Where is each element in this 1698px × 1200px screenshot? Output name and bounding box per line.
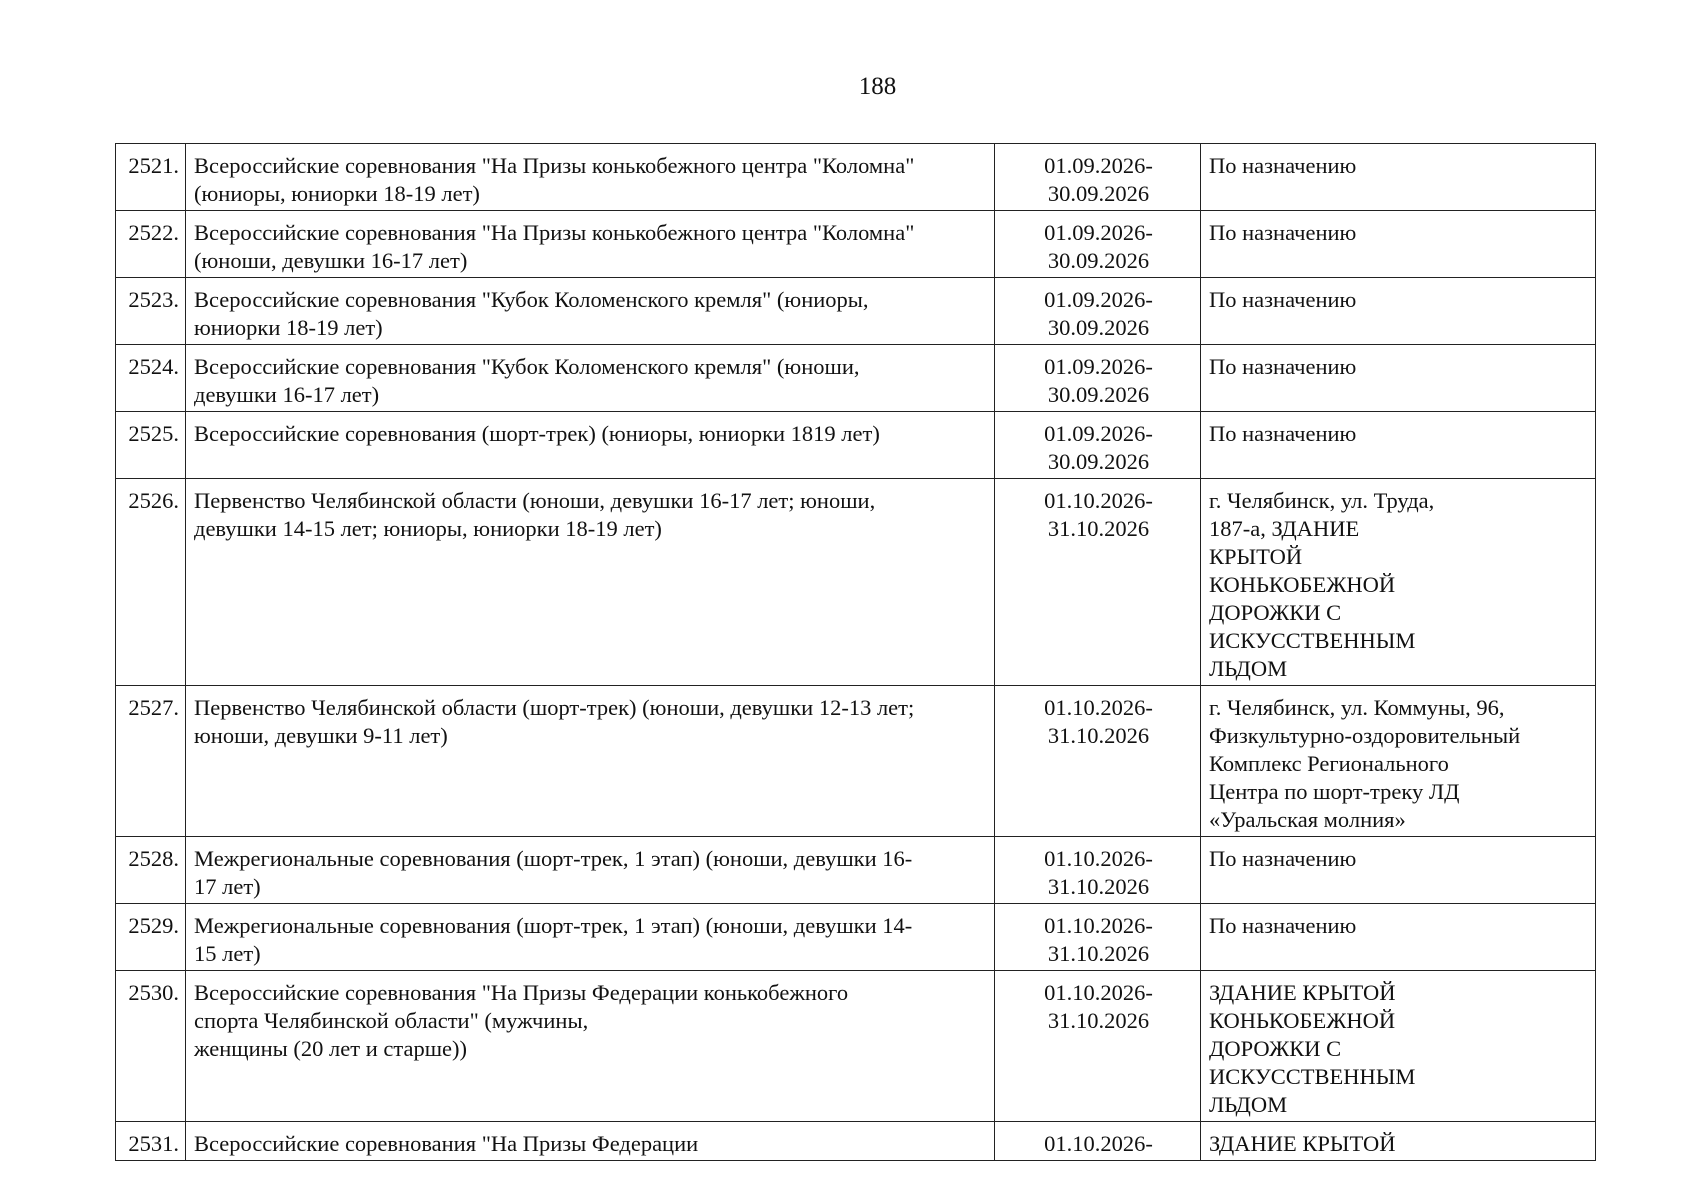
event-name: Всероссийские соревнования "На Призы конькобежного центра "Коломна" (юноши, девушки 16-17 лет) bbox=[186, 211, 995, 278]
row-number: 2530. bbox=[116, 971, 186, 1122]
date-end: 30.09.2026 bbox=[1047, 181, 1150, 206]
row-number: 2531. bbox=[116, 1122, 186, 1161]
date-start: 01.10.2026- bbox=[1044, 913, 1153, 938]
events-table-body bbox=[116, 144, 1596, 1161]
event-name: Всероссийские соревнования "На Призы Федерации bbox=[186, 1122, 995, 1161]
table-row bbox=[116, 904, 1596, 971]
event-name: Межрегиональные соревнования (шорт-трек, 1 этап) (юноши, девушки 16- 17 лет) bbox=[186, 837, 995, 904]
event-dates bbox=[995, 345, 1201, 412]
row-number: 2522. bbox=[116, 211, 186, 278]
date-end: 31.10.2026 bbox=[1047, 516, 1150, 541]
date-end: 31.10.2026 bbox=[1047, 723, 1150, 748]
date-start: 01.09.2026- bbox=[1044, 153, 1153, 178]
event-location: ЗДАНИЕ КРЫТОЙ bbox=[1201, 1122, 1596, 1161]
event-name: Всероссийские соревнования "На Призы конькобежного центра "Коломна" (юниоры, юниорки 18-19 лет) bbox=[186, 144, 995, 211]
page-number: 188 bbox=[858, 73, 897, 100]
date-end: 30.09.2026 bbox=[1047, 382, 1150, 407]
event-location: г. Челябинск, ул. Коммуны, 96, Физкультурно-оздоровительный Комплекс Регионального Центра по шорт-треку ЛД «Уральская молния» bbox=[1201, 686, 1596, 837]
table-row bbox=[116, 211, 1596, 278]
date-start: 01.10.2026- bbox=[1044, 980, 1153, 1005]
row-number: 2524. bbox=[116, 345, 186, 412]
event-location: По назначению bbox=[1201, 412, 1596, 479]
date-end: 31.10.2026 bbox=[1047, 874, 1150, 899]
table-row bbox=[116, 479, 1596, 686]
table-row bbox=[116, 686, 1596, 837]
event-location: г. Челябинск, ул. Труда, 187-а, ЗДАНИЕ КРЫТОЙ КОНЬКОБЕЖНОЙ ДОРОЖКИ С ИСКУССТВЕННЫМ ЛЬДОМ bbox=[1201, 479, 1596, 686]
date-start: 01.09.2026- bbox=[1044, 421, 1153, 446]
row-number: 2527. bbox=[116, 686, 186, 837]
event-location: По назначению bbox=[1201, 144, 1596, 211]
date-start: 01.10.2026- bbox=[1044, 1131, 1153, 1156]
event-dates bbox=[995, 211, 1201, 278]
date-end: 31.10.2026 bbox=[1047, 941, 1150, 966]
event-name: Всероссийские соревнования "Кубок Коломенского кремля" (юниоры, юниорки 18-19 лет) bbox=[186, 278, 995, 345]
table-row bbox=[116, 971, 1596, 1122]
event-dates bbox=[995, 412, 1201, 479]
event-name: Межрегиональные соревнования (шорт-трек, 1 этап) (юноши, девушки 14- 15 лет) bbox=[186, 904, 995, 971]
event-location: По назначению bbox=[1201, 278, 1596, 345]
table-row bbox=[116, 144, 1596, 211]
event-location: ЗДАНИЕ КРЫТОЙ КОНЬКОБЕЖНОЙ ДОРОЖКИ С ИСКУССТВЕННЫМ ЛЬДОМ bbox=[1201, 971, 1596, 1122]
date-start: 01.10.2026- bbox=[1044, 695, 1153, 720]
date-start: 01.10.2026- bbox=[1044, 846, 1153, 871]
event-dates bbox=[995, 479, 1201, 686]
event-dates bbox=[995, 144, 1201, 211]
table-row bbox=[116, 1122, 1596, 1161]
event-location: По назначению bbox=[1201, 345, 1596, 412]
event-location: По назначению bbox=[1201, 211, 1596, 278]
event-dates bbox=[995, 971, 1201, 1122]
event-location: По назначению bbox=[1201, 837, 1596, 904]
date-end: 30.09.2026 bbox=[1047, 248, 1150, 273]
event-dates bbox=[995, 1122, 1201, 1161]
event-location: По назначению bbox=[1201, 904, 1596, 971]
event-name: Всероссийские соревнования (шорт-трек) (юниоры, юниорки 1819 лет) bbox=[186, 412, 995, 479]
date-end: 30.09.2026 bbox=[1047, 449, 1150, 474]
table-row bbox=[116, 837, 1596, 904]
date-end: 30.09.2026 bbox=[1047, 315, 1150, 340]
table-row bbox=[116, 278, 1596, 345]
row-number: 2523. bbox=[116, 278, 186, 345]
date-start: 01.09.2026- bbox=[1044, 220, 1153, 245]
event-dates bbox=[995, 686, 1201, 837]
table-row bbox=[116, 412, 1596, 479]
event-name: Всероссийские соревнования "Кубок Коломенского кремля" (юноши, девушки 16-17 лет) bbox=[186, 345, 995, 412]
event-name: Первенство Челябинской области (шорт-трек) (юноши, девушки 12-13 лет; юноши, девушки 9-11 лет) bbox=[186, 686, 995, 837]
row-number: 2525. bbox=[116, 412, 186, 479]
event-dates bbox=[995, 904, 1201, 971]
event-name: Всероссийские соревнования "На Призы Федерации конькобежного спорта Челябинской области" (мужчины, женщины (20 лет и старше)) bbox=[186, 971, 995, 1122]
date-start: 01.10.2026- bbox=[1044, 488, 1153, 513]
events-table bbox=[115, 143, 1596, 1161]
event-name: Первенство Челябинской области (юноши, девушки 16-17 лет; юноши, девушки 14-15 лет; юниоры, юниорки 18-19 лет) bbox=[186, 479, 995, 686]
table-row bbox=[116, 345, 1596, 412]
row-number: 2529. bbox=[116, 904, 186, 971]
date-start: 01.09.2026- bbox=[1044, 287, 1153, 312]
event-dates bbox=[995, 837, 1201, 904]
event-dates bbox=[995, 278, 1201, 345]
row-number: 2528. bbox=[116, 837, 186, 904]
date-start: 01.09.2026- bbox=[1044, 354, 1153, 379]
row-number: 2521. bbox=[116, 144, 186, 211]
row-number: 2526. bbox=[116, 479, 186, 686]
date-end: 31.10.2026 bbox=[1047, 1008, 1150, 1033]
